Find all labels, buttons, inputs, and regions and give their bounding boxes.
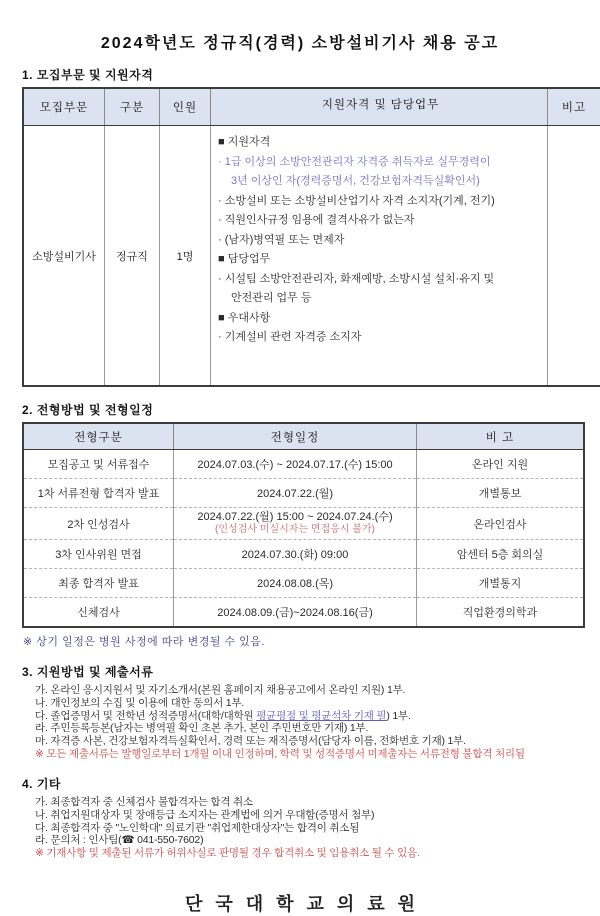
cell-count: 1명	[160, 126, 211, 387]
duty-line: · 시설팀 소방안전관리자, 화재예방, 소방시설 설치·유지 및	[218, 270, 543, 290]
application-item	[35, 710, 578, 723]
section-etc	[22, 775, 578, 860]
cell-stage: 3차 인사위원 면접	[23, 540, 174, 569]
schedule-row	[23, 450, 584, 479]
col-header-note: 비 고	[417, 423, 585, 450]
cell-remark	[548, 126, 600, 387]
cell-duties	[211, 126, 548, 387]
col-header-part: 모집부문	[23, 88, 105, 126]
application-item: 나. 개인정보의 수집 및 이용에 대한 동의서 1부.	[35, 697, 578, 710]
col-header-count: 인원	[160, 88, 211, 126]
application-item: 가. 온라인 응시지원서 및 자기소개서(본원 홈페이지 채용공고에서 온라인 지원) 1부.	[35, 684, 578, 697]
duty-line: 안전관리 업무 등	[218, 289, 543, 309]
section4-heading: 4. 기타	[22, 775, 578, 792]
cell-type: 정규직	[105, 126, 160, 387]
schedule-row	[23, 598, 584, 628]
cell-schedule	[174, 508, 417, 540]
col-header-stage: 전형구분	[23, 423, 174, 450]
section-recruitment	[22, 66, 578, 387]
cell-schedule: 2024.07.22.(월)	[174, 479, 417, 508]
schedule-main-text: 2024.07.22.(월) 15:00 ~ 2024.07.24.(수)	[175, 509, 415, 524]
section3-heading: 3. 지원방법 및 제출서류	[22, 663, 578, 680]
duty-line: · 기계설비 관련 자격증 소지자	[218, 328, 543, 348]
cell-note: 직업환경의학과	[417, 598, 585, 628]
section1-heading: 1. 모집부문 및 지원자격	[22, 66, 578, 83]
cell-stage: 2차 인성검사	[23, 508, 174, 540]
duty-line: ■ 지원자격	[218, 133, 543, 153]
recruitment-table-row	[23, 126, 600, 387]
recruitment-table-header-row	[23, 88, 600, 126]
item-underlined-text: 평균평점 및 평균석차 기재 필	[256, 710, 386, 722]
falsehood-warning-note: ※ 기재사항 및 제출된 서류가 허위사실로 판명될 경우 합격취소 및 임용취소 될 수 있음.	[35, 847, 578, 860]
cell-note: 개별통지	[417, 569, 585, 598]
col-header-duties: 지원자격 및 담당업무	[211, 88, 548, 126]
cell-note: 온라인검사	[417, 508, 585, 540]
section-application	[22, 663, 578, 761]
documents-warning-note: ※ 모든 제출서류는 발행일로부터 1개월 이내 인정하며, 학력 및 성적증명서 미제출자는 서류전형 불합격 처리됨	[35, 748, 578, 761]
schedule-warning-text: (인성검사 미실시자는 면접응시 불가)	[175, 524, 415, 538]
cell-schedule: 2024.08.08.(목)	[174, 569, 417, 598]
cell-note: 온라인 지원	[417, 450, 585, 479]
schedule-row	[23, 508, 584, 540]
duty-line: 3년 이상인 자(경력증명서, 건강보험자격득실확인서)	[218, 172, 543, 192]
item-suffix: ) 1부.	[386, 710, 410, 722]
schedule-row	[23, 479, 584, 508]
cell-note: 개별통보	[417, 479, 585, 508]
cell-stage: 신체검사	[23, 598, 174, 628]
cell-schedule: 2024.07.30.(화) 09:00	[174, 540, 417, 569]
section2-heading: 2. 전형방법 및 전형일정	[22, 401, 578, 418]
col-header-remark: 비고	[548, 88, 600, 126]
schedule-change-note: ※ 상기 일정은 병원 사정에 따라 변경될 수 있음.	[23, 633, 578, 649]
schedule-row	[23, 540, 584, 569]
page-title: 2024학년도 정규직(경력) 소방설비기사 채용 공고	[22, 30, 578, 53]
section-schedule	[22, 401, 578, 649]
cell-schedule: 2024.07.03.(수) ~ 2024.07.17.(수) 15:00	[174, 450, 417, 479]
etc-item: 나. 취업지원대상자 및 장애등급 소지자는 관계법에 의거 우대함(증명서 첨부)	[35, 809, 578, 822]
col-header-schedule: 전형일정	[174, 423, 417, 450]
duty-line: ■ 담당업무	[218, 250, 543, 270]
schedule-row	[23, 569, 584, 598]
cell-schedule: 2024.08.09.(금)~2024.08.16(금)	[174, 598, 417, 628]
cell-stage: 모집공고 및 서류접수	[23, 450, 174, 479]
duty-line: ■ 우대사항	[218, 309, 543, 329]
etc-item: 다. 최종합격자 중 "노인학대" 의료기관 "취업제한대상자"는 합격이 취소됨	[35, 822, 578, 835]
cell-stage: 최종 합격자 발표	[23, 569, 174, 598]
application-item: 라. 주민등록등본(남자는 병역필 확인 초본 추가, 본인 주민번호만 기재) 1부.	[35, 722, 578, 735]
duty-line: · (남자)병역필 또는 면제자	[218, 231, 543, 251]
etc-item contact-line: 라. 문의처 : 인사팀(☎ 041-550-7602)	[35, 834, 578, 847]
application-item: 마. 자격증 사본, 건강보험자격득실확인서, 경력 또는 재직증명서(담당자 이름, 전화번호 기재) 1부.	[35, 735, 578, 748]
cell-part: 소방설비기사	[23, 126, 105, 387]
schedule-table	[22, 422, 585, 628]
duty-line: · 소방설비 또는 소방설비산업기사 자격 소지자(기계, 전기)	[218, 192, 543, 212]
duty-line: · 1급 이상의 소방안전관리자 자격증 취득자로 실무경력이	[218, 153, 543, 173]
cell-stage: 1차 서류전형 합격자 발표	[23, 479, 174, 508]
cell-note: 암센터 5층 회의실	[417, 540, 585, 569]
organization-name: 단국대학교의료원	[22, 890, 578, 916]
etc-item: 가. 최종합격자 중 신체검사 불합격자는 합격 취소	[35, 796, 578, 809]
item-prefix: 다. 졸업증명서 및 전학년 성적증명서(대학/대학원	[35, 710, 256, 722]
col-header-type: 구분	[105, 88, 160, 126]
recruitment-table	[22, 87, 600, 387]
schedule-table-header-row	[23, 423, 584, 450]
duty-line: · 직원인사규정 임용에 결격사유가 없는자	[218, 211, 543, 231]
